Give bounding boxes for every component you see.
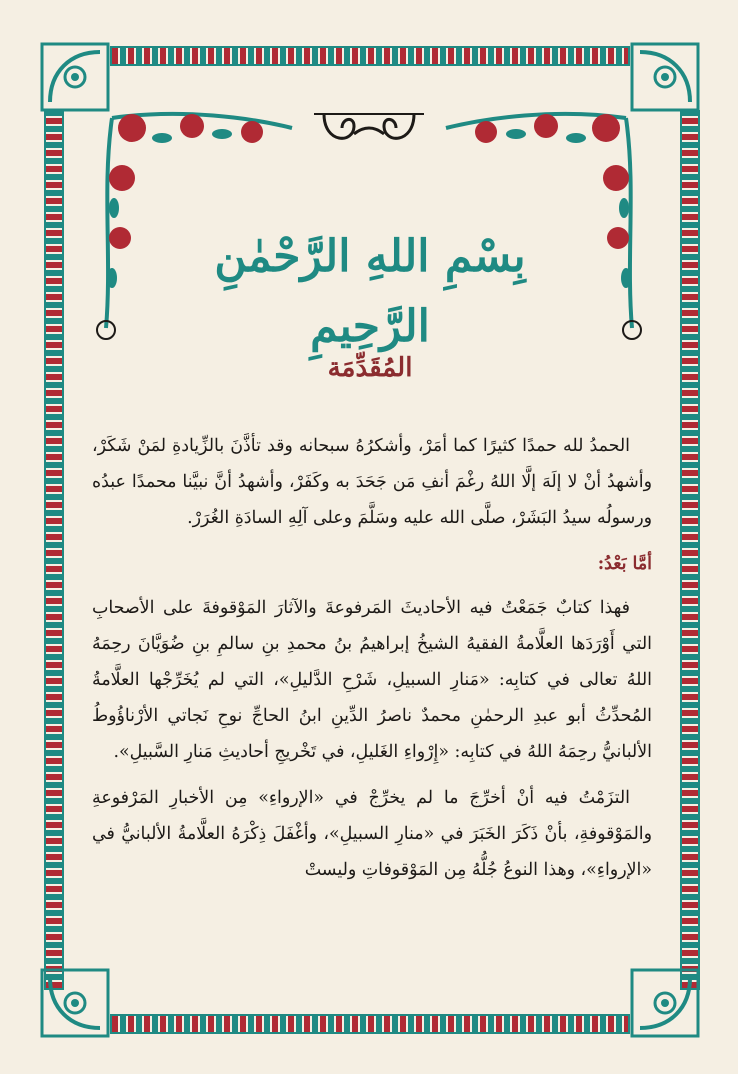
border-right [680,110,700,990]
section-heading: أمَّا بَعْدُ: [597,554,652,574]
body-text [92,428,652,898]
border-bottom [110,1014,630,1034]
paragraph: الحمدُ لله حمدًا كثيرًا كما أمَرْ، وأشكرُهُ سبحانه وقد تأذَّنَ بالزِّيادةِ لمَنْ شَكَرْ، وأشهدُ أنْ لا إلَهَ إلَّا اللهُ رغْمَ أنفِ مَن جَحَدَ به وكَفَرْ، وأشهدُ أنَّ نبيَّنا محمدًا عبدُه ورسولُه سيدُ البَشَرْ، صلَّى الله عليه وسَلَّمَ وعلى آلِهِ السادَةِ الغُرَرْ. [92,436,652,528]
corner-ornament-icon [630,968,700,1038]
page-title: المُقَدِّمَة [327,353,413,383]
border-left [44,110,64,990]
paragraph: التزَمْتُ فيه أنْ أخرِّجَ ما لم يخرِّجْ في «الإرواءِ» مِن الأخبارِ المَرْفوعةِ والمَوْقوفةِ، بأنْ ذَكَرَ الخَبَرَ في «منارِ السبيلِ»، وأغْفَلَ ذِكْرَهُ العلَّامةُ الألبانيُّ في «الإرواءِ»، وهذا النوعُ جُلُّهُ مِن المَوْقوفاتِ وليستْ [92,788,652,880]
paragraph: فهذا كتابٌ جَمَعْتُ فيه الأحاديثَ المَرفوعةَ والآثارَ المَوْقوفةَ على الأصحابِ التي أَوْرَدَها العلَّامةُ الفقيهُ الشيخُ إبراهيمُ بنُ محمدِ بنِ سالمِ بنِ ضُوَيَّانَ رحِمَهُ اللهُ تعالى في كتابِه: «مَنارِ السبيلِ، شَرْحِ الدَّليلِ»، التي لم يُخَرِّجْها العلَّامةُ المُحدِّثُ أبو عبدِ الرحمٰنِ محمدٌ ناصرُ الدِّينِ ابنُ الحاجِّ نوحِ نَجاتي الأرْناؤُوطُ الألبانيُّ رحِمَهُ اللهُ في كتابِه: «إِرْواءِ الغَليلِ، في تَخْريجِ أحاديثِ مَنارِ السَّبيلِ». [92,598,652,762]
basmala-calligraphy: بِسْمِ اللهِ الرَّحْمٰنِ الرَّحِيمِ [214,231,526,352]
corner-ornament-icon [40,968,110,1038]
knot-ornament-icon [304,104,434,164]
border-top [110,46,630,66]
